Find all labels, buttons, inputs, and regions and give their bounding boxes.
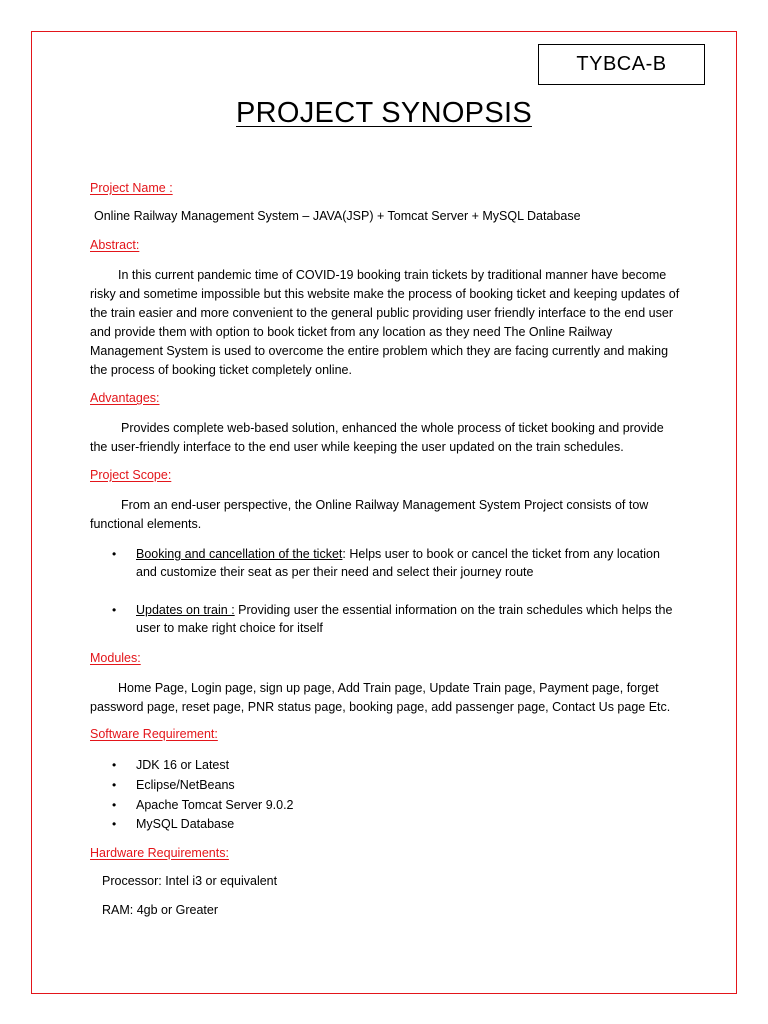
project-name-heading: Project Name :: [90, 181, 173, 195]
software-item-label: MySQL Database: [136, 817, 235, 831]
scope-bullet-booking-text: Helps user to book or cancel the ticket from any location and customize their seat as per their need and select their journey route: [136, 547, 660, 579]
bullet-icon: •: [112, 778, 117, 792]
software-item: [114, 776, 235, 794]
software-item: [114, 796, 294, 814]
software-heading: Software Requirement:: [90, 727, 218, 741]
scope-bullet-booking-content: [114, 545, 684, 581]
hardware-processor: Processor: Intel i3 or equivalent: [102, 874, 278, 888]
bullet-icon: •: [112, 603, 117, 617]
software-item: [114, 815, 234, 833]
class-label-box: [538, 44, 705, 85]
software-item-label: JDK 16 or Latest: [136, 758, 230, 772]
hardware-heading: Hardware Requirements:: [90, 846, 229, 860]
scope-bullet-updates-lead: Updates on train :: [136, 603, 235, 617]
scope-bullet-booking-lead: Booking and cancellation of the ticket: [136, 547, 343, 561]
abstract-text: In this current pandemic time of COVID-19 booking train tickets by traditional manner have become risky and sometime impossible but this website make the process of booking ticket and keeping updates of the train easier and more convenient to the general public providing user friendly interface to the end user and provide them with option to book ticket from any location as they need The Online Railway Management System is used to overcome the entire problem which they are facing currently and making the process of booking ticket completely online.: [90, 268, 680, 377]
scope-bullet-booking: [114, 545, 684, 581]
modules-text: Home Page, Login page, sign up page, Add Train page, Update Train page, Payment page, forget password page, reset page, PNR status page, booking page, add passenger page, Contact Us page Etc.: [90, 681, 671, 714]
bullet-icon: •: [112, 547, 117, 561]
bullet-icon: •: [112, 817, 117, 831]
bullet-icon: •: [112, 758, 117, 772]
bullet-icon: •: [112, 798, 117, 812]
abstract-heading: Abstract:: [90, 238, 140, 252]
software-item-label: Eclipse/NetBeans: [136, 778, 235, 792]
software-item-label: Apache Tomcat Server 9.0.2: [136, 798, 294, 812]
scope-bullet-updates: [114, 601, 684, 637]
scope-bullet-updates-content: [114, 601, 684, 637]
project-scope-text: From an end-user perspective, the Online Railway Management System Project consists of tow functional elements.: [90, 498, 649, 531]
project-scope-heading: Project Scope:: [90, 468, 172, 482]
class-label: TYBCA-B: [576, 53, 667, 75]
document-title: PROJECT SYNOPSIS: [236, 97, 532, 129]
project-name-value: Online Railway Management System – JAVA(JSP) + Tomcat Server + MySQL Database: [94, 209, 581, 223]
modules-heading: Modules:: [90, 651, 141, 665]
software-item: [114, 756, 229, 774]
scope-bullet-updates-text: Providing user the essential information on the train schedules which helps the user to make right choice for itself: [136, 603, 673, 635]
scope-bullet-booking-sep: :: [342, 547, 346, 561]
hardware-ram: RAM: 4gb or Greater: [102, 903, 219, 917]
advantages-heading: Advantages:: [90, 391, 160, 405]
advantages-text: Provides complete web-based solution, enhanced the whole process of ticket booking and provide the user-friendly interface to the end user while keeping the user updated on the train schedules.: [90, 421, 664, 454]
